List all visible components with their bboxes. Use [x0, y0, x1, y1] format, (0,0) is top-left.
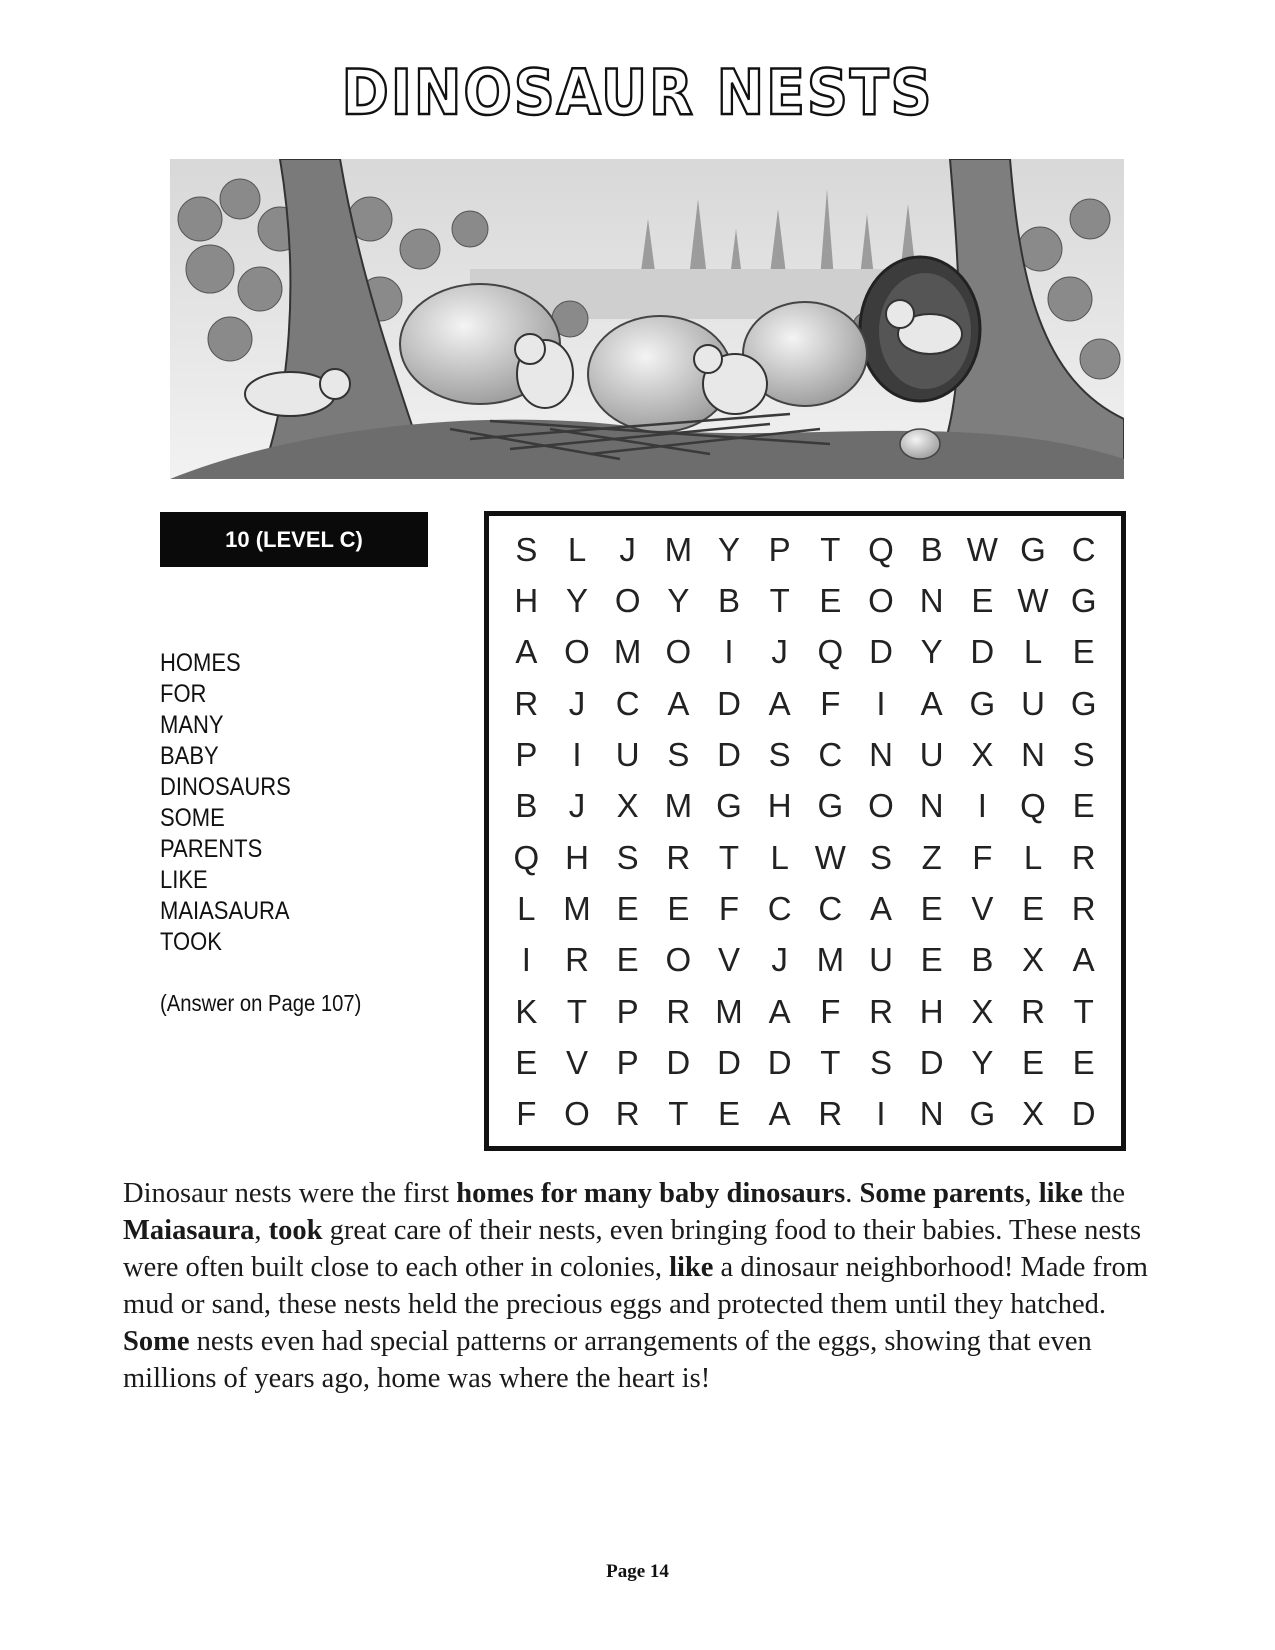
- grid-cell: M: [563, 889, 591, 927]
- grid-cell: E: [1072, 633, 1095, 671]
- grid-cell: I: [876, 1095, 886, 1133]
- grid-cell: E: [717, 1095, 740, 1133]
- grid-cell: T: [718, 838, 740, 876]
- grid-cell: R: [615, 1095, 640, 1133]
- passage-segment: the: [1083, 1178, 1126, 1209]
- grid-cell: A: [920, 684, 943, 722]
- grid-cell: G: [1020, 530, 1046, 568]
- grid-cell: Y: [920, 633, 943, 671]
- grid-cell: X: [971, 992, 994, 1030]
- page-title: DINOSAUR NESTS: [341, 56, 934, 129]
- grid-cell: D: [717, 735, 741, 773]
- grid-cell: R: [818, 1095, 843, 1133]
- grid-cell: L: [567, 530, 587, 568]
- grid-cell: O: [665, 633, 692, 671]
- grid-cell: H: [919, 992, 944, 1030]
- grid-cell: J: [619, 530, 636, 568]
- grid-cell: D: [1071, 1095, 1096, 1133]
- grid-cell: H: [565, 838, 589, 876]
- grid-cell: C: [767, 889, 792, 927]
- grid-cell: C: [818, 889, 843, 927]
- grid-cell: E: [1072, 1043, 1095, 1081]
- grid-cell: U: [615, 735, 640, 773]
- grid-cell: S: [869, 838, 892, 876]
- word-list-item: HOMES: [160, 649, 241, 677]
- grid-cell: E: [971, 581, 994, 619]
- word-list-item: MANY: [160, 711, 224, 739]
- passage-segment: great care of their nests, even bringing food to their babies. These nests were often built close to each other in colonies,: [123, 1215, 1142, 1283]
- grid-cell: H: [767, 787, 792, 825]
- grid-cell: S: [515, 530, 538, 568]
- grid-cell: Q: [513, 838, 540, 876]
- page-number: Page 14: [606, 1561, 669, 1582]
- grid-cell: J: [568, 684, 586, 722]
- grid-cell: D: [717, 684, 741, 722]
- grid-cell: E: [920, 889, 943, 927]
- passage-keyword: Some parents: [859, 1178, 1025, 1209]
- word-list-item: FOR: [160, 680, 207, 708]
- grid-cell: W: [814, 838, 846, 876]
- grid-cell: O: [614, 581, 641, 619]
- word-search-grid: [484, 511, 1126, 1151]
- passage-keyword: like: [669, 1252, 714, 1283]
- passage-segment: Dinosaur nests were the first: [123, 1178, 457, 1209]
- grid-cell: A: [768, 684, 791, 722]
- passage-segment: .: [845, 1178, 860, 1209]
- grid-cell: D: [666, 1043, 691, 1081]
- grid-cell: R: [1071, 889, 1096, 927]
- grid-cell: F: [718, 889, 740, 927]
- grid-cell: Q: [1020, 787, 1046, 825]
- grid-cell: L: [1023, 633, 1043, 671]
- word-list-item: SOME: [160, 804, 225, 832]
- grid-cell: J: [771, 941, 788, 979]
- grid-cell: A: [869, 889, 892, 927]
- grid-cell: T: [769, 581, 790, 619]
- grid-cell: W: [966, 530, 998, 568]
- passage-segment: nests even had special patterns or arrangements of the eggs, showing that even millions of years ago, home was where the heart is!: [123, 1326, 1092, 1394]
- grid-cell: Y: [667, 581, 690, 619]
- nest-illustration: [170, 159, 1124, 479]
- grid-cell: Q: [817, 633, 844, 671]
- passage-keyword: Some: [123, 1326, 190, 1357]
- grid-cell: T: [1073, 992, 1094, 1030]
- grid-cell: V: [971, 889, 994, 927]
- grid-cell: P: [616, 1043, 639, 1081]
- grid-cell: U: [1021, 684, 1045, 722]
- grid-cell: T: [668, 1095, 689, 1133]
- grid-cell: M: [664, 530, 693, 568]
- grid-cell: J: [568, 787, 586, 825]
- grid-cell: D: [717, 1043, 741, 1081]
- grid-cell: E: [1072, 787, 1095, 825]
- grid-cell: X: [971, 735, 994, 773]
- grid-cell: A: [667, 684, 690, 722]
- grid-cell: C: [615, 684, 640, 722]
- grid-cell: S: [616, 838, 639, 876]
- grid-cell: O: [868, 787, 894, 825]
- grid-cell: D: [970, 633, 995, 671]
- word-list: [160, 648, 291, 958]
- passage-keyword: Maiasaura: [123, 1215, 255, 1246]
- grid-cell: R: [1021, 992, 1045, 1030]
- grid-cell: E: [616, 889, 639, 927]
- grid-cell: Y: [565, 581, 588, 619]
- grid-cell: F: [516, 1095, 537, 1133]
- grid-cell: G: [969, 684, 996, 722]
- word-list-item: MAIASAURA: [160, 897, 290, 925]
- grid-cell: N: [1021, 735, 1045, 773]
- grid-cell: V: [565, 1043, 588, 1081]
- grid-cell: K: [515, 992, 538, 1030]
- grid-cell: B: [717, 581, 740, 619]
- grid-cell: A: [1072, 941, 1095, 979]
- answer-note: (Answer on Page 107): [160, 990, 362, 1016]
- grid-cell: N: [869, 735, 893, 773]
- grid-cell: I: [876, 684, 886, 722]
- grid-cell: U: [919, 735, 944, 773]
- grid-cell: O: [665, 941, 692, 979]
- passage-keyword: homes for many baby dinosaurs: [456, 1178, 846, 1209]
- word-list-item: PARENTS: [160, 835, 263, 863]
- grid-cell: N: [919, 1095, 944, 1133]
- grid-cell: T: [820, 1043, 841, 1081]
- grid-cell: D: [869, 633, 893, 671]
- grid-cell: V: [717, 941, 740, 979]
- grid-cell: C: [1071, 530, 1096, 568]
- grid-cell: M: [816, 941, 845, 979]
- grid-cell: E: [667, 889, 690, 927]
- grid-cell: M: [664, 787, 693, 825]
- grid-cell: C: [818, 735, 843, 773]
- grid-cell: S: [869, 1043, 892, 1081]
- grid-cell: I: [521, 941, 531, 979]
- grid-cell: M: [613, 633, 642, 671]
- grid-cell: Y: [717, 530, 740, 568]
- grid-cell: H: [514, 581, 539, 619]
- grid-cell: G: [1070, 684, 1097, 722]
- grid-cell: E: [920, 941, 943, 979]
- grid-cell: L: [517, 889, 536, 927]
- grid-cell: P: [616, 992, 639, 1030]
- word-list-item: TOOK: [160, 928, 222, 956]
- passage-keyword: like: [1038, 1178, 1084, 1209]
- grid-cell: E: [1021, 889, 1044, 927]
- grid-cell: F: [972, 838, 993, 876]
- grid-cell: O: [564, 1095, 590, 1133]
- grid-cell: E: [819, 581, 842, 619]
- grid-cell: A: [768, 1095, 791, 1133]
- grid-cell: S: [1072, 735, 1095, 773]
- passage-segment: ,: [1024, 1178, 1039, 1209]
- passage-keyword: took: [268, 1215, 323, 1246]
- grid-cell: Q: [868, 530, 894, 568]
- grid-cell: L: [770, 838, 789, 876]
- grid-cell: O: [868, 581, 894, 619]
- grid-cell: E: [515, 1043, 538, 1081]
- grid-cell: N: [919, 787, 944, 825]
- grid-cell: I: [977, 787, 987, 825]
- level-badge: 10 (LEVEL C): [160, 512, 428, 567]
- grid-cell: X: [616, 787, 639, 825]
- grid-cell: X: [1021, 1095, 1044, 1133]
- grid-cell: F: [820, 992, 841, 1030]
- grid-cell: M: [715, 992, 743, 1030]
- word-list-item: DINOSAURS: [160, 773, 291, 801]
- grid-cell: S: [667, 735, 690, 773]
- grid-cell: R: [565, 941, 589, 979]
- passage-segment: a dinosaur neighborhood! Made from mud or sand, these nests held the precious eggs and protected them until they hatched.: [123, 1252, 1148, 1320]
- grid-cell: I: [572, 735, 582, 773]
- grid-cell: G: [817, 787, 844, 825]
- grid-cell: I: [724, 633, 734, 671]
- grid-cell: G: [716, 787, 742, 825]
- grid-cell: P: [768, 530, 791, 568]
- grid-cell: O: [564, 633, 590, 671]
- grid-cell: R: [666, 992, 691, 1030]
- grid-cell: R: [1071, 838, 1096, 876]
- word-list-item: BABY: [160, 742, 219, 770]
- grid-cell: D: [919, 1043, 944, 1081]
- grid-cell: T: [566, 992, 588, 1030]
- grid-cell: B: [971, 941, 994, 979]
- grid-cell: W: [1017, 581, 1049, 619]
- grid-cell: X: [1021, 941, 1044, 979]
- grid-cell: T: [820, 530, 841, 568]
- grid-cell: G: [969, 1095, 996, 1133]
- grid-cell: B: [515, 787, 538, 825]
- grid-cell: E: [1021, 1043, 1044, 1081]
- grid-cell: P: [515, 735, 538, 773]
- grid-cell: B: [920, 530, 943, 568]
- grid-cell: Y: [971, 1043, 994, 1081]
- grid-cell: R: [666, 838, 691, 876]
- grid-cell: A: [515, 633, 538, 671]
- passage-text: [123, 1175, 1163, 1397]
- grid-cell: U: [869, 941, 893, 979]
- grid-cell: D: [767, 1043, 792, 1081]
- passage-segment: ,: [254, 1215, 269, 1246]
- grid-cell: A: [768, 992, 791, 1030]
- grid-cell: E: [616, 941, 639, 979]
- grid-cell: Z: [921, 838, 942, 876]
- grid-cell: J: [771, 633, 788, 671]
- word-list-item: LIKE: [160, 866, 208, 894]
- grid-cell: F: [820, 684, 841, 722]
- grid-cell: N: [919, 581, 944, 619]
- grid-cell: G: [1070, 581, 1097, 619]
- grid-cell: L: [1023, 838, 1043, 876]
- grid-cell: R: [514, 684, 539, 722]
- grid-cell: R: [869, 992, 893, 1030]
- grid-cell: S: [768, 735, 791, 773]
